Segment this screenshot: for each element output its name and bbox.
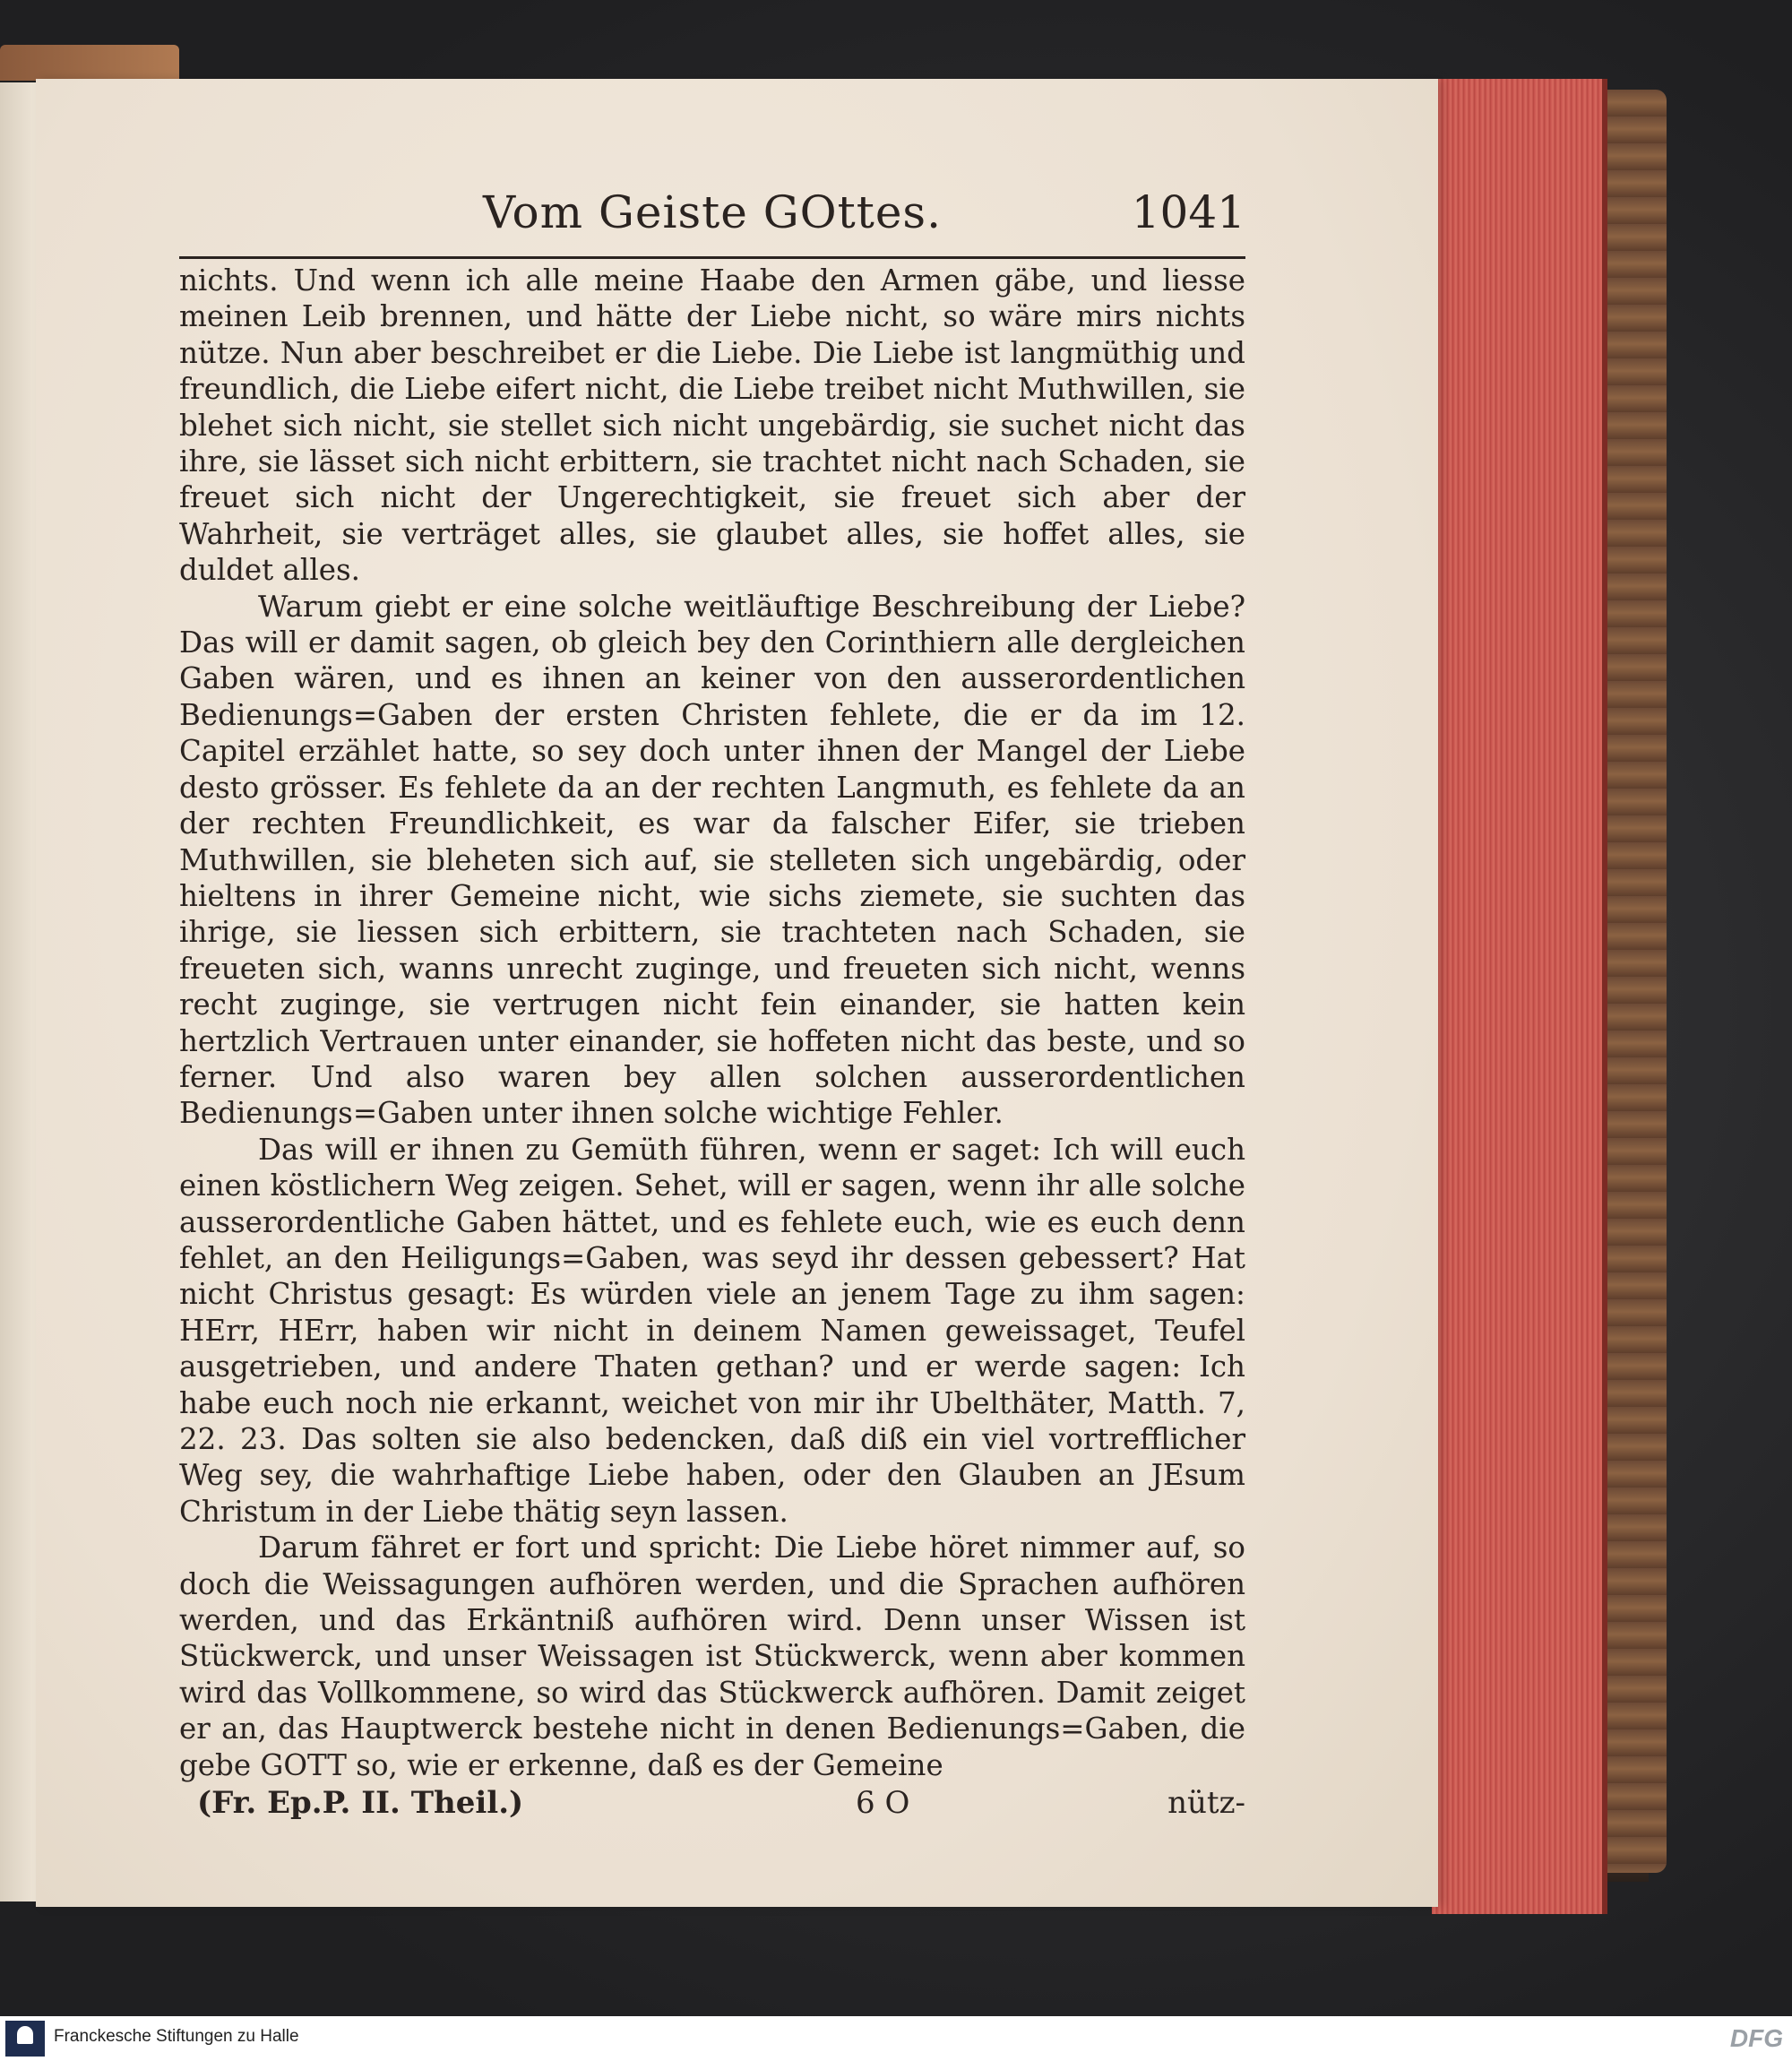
page-number: 1041 xyxy=(1131,186,1245,238)
paragraph-1: nichts. Und wenn ich alle meine Haabe den Armen gäbe, und liesse meinen Leib brennen, und hätte der Liebe nicht, so wäre mirs nichts nütze. Nun aber beschreibet er die Liebe. Die Liebe ist langmüthig und freundlich, die Liebe eifert nicht, die Liebe treibet nicht Muthwillen, sie blehet sich nicht, sie stellet sich nicht ungebärdig, sie suchet nicht das ihre, sie lässet sich nicht erbittern, sie trachtet nicht nach Schaden, sie freuet sich nicht der Ungerechtigkeit, sie freuet sich aber der Wahrheit, sie verträget alles, sie glaubet alles, sie hoffet alles, sie duldet alles. xyxy=(179,263,1245,588)
text-block xyxy=(179,186,1245,1828)
red-page-edges xyxy=(1432,79,1607,1914)
dfg-logo[interactable]: DFG xyxy=(1729,2024,1783,2052)
header-rule xyxy=(179,256,1245,259)
francke-foundation-logo-icon[interactable] xyxy=(5,2021,45,2057)
signature-mark: (Fr. Ep.P. II. Theil.) xyxy=(197,1785,524,1822)
institution-name[interactable]: Franckesche Stiftungen zu Halle xyxy=(54,2027,299,2046)
gathering-mark: 6 O xyxy=(856,1785,910,1822)
paragraph-4: Darum fähret er fort und spricht: Die Liebe höret nimmer auf, so doch die Weissagungen aufhören werden, und die Sprachen aufhören werden, und das Erkäntniß aufhören wird. Denn unser Wissen ist Stückwerck, und unser Weissagen ist Stückwerck, wenn aber kommen wird das Vollkommene, so wird das Stückwerck aufhören. Damit zeiget er an, das Hauptwerck bestehe nicht in denen Bedienungs=Gaben, die gebe GOTT so, wie er erkenne, daß es der Gemeine xyxy=(179,1531,1245,1782)
viewer-footer-bar xyxy=(0,2016,1792,2061)
catchword: nütz- xyxy=(1167,1785,1245,1822)
paragraph-3: Das will er ihnen zu Gemüth führen, wenn er saget: Ich will euch einen köstlichern Weg zeigen. Sehet, will er sagen, wenn ihr alle solche ausserordentliche Gaben hättet, und es fehlete euch, wie es euch denn fehlet, an den Heiligungs=Gaben, was seyd ihr dessen gebessert? Hat nicht Christus gesagt: Es würden viele an jenem Tage zu ihm sagen: HErr, HErr, haben wir nicht in deinem Namen geweissaget, Teufel ausgetrieben, und andere Thaten gethan? und er werde sagen: Ich habe euch noch nie erkannt, weichet von mir ihr Ubelthäter, Matth. 7, 22. 23. Das solten sie also bedencken, daß diß ein viel vortrefflicher Weg sey, die wahrhaftige Liebe haben, oder den Glauben an JEsum Christum in der Liebe thätig seyn lassen. xyxy=(179,1132,1245,1529)
paragraph-2: Warum giebt er eine solche weitläuftige Beschreibung der Liebe? Das will er damit sagen, ob gleich bey den Corinthiern alle dergleichen Gaben wären, und es ihnen an keiner von den ausserordentlichen Bedienungs=Gaben der ersten Christen fehlete, die er da im 12. Capitel erzählet hatte, so sey doch unter ihnen der Mangel der Liebe desto grösser. Es fehlete da an der rechten Langmuth, es fehlete da an der rechten Freundlichkeit, es war da falscher Eifer, sie trieben Muthwillen, sie bleheten sich auf, sie stelleten sich ungebärdig, oder hieltens in ihrer Gemeine nicht, wie sichs ziemete, sie suchten das ihrige, sie liessen sich erbittern, sie trachteten nach Schaden, sie freueten sich, wanns unrecht zuginge, und freueten sich nicht, wenns recht zuginge, sie vertrugen nicht fein einander, sie hatten kein hertzlich Vertrauen unter einander, sie hoffeten nicht das beste, und so ferner. Und also waren bey allen solchen ausserordentlichen Bedienungs=Gaben unter ihnen solche wichtige Fehler. xyxy=(179,589,1245,1131)
logo-mark xyxy=(17,2026,33,2044)
page-footer xyxy=(179,1785,1245,1828)
page-header xyxy=(179,186,1245,256)
book-cover-top xyxy=(0,45,179,81)
running-title: Vom Geiste GOttes. xyxy=(483,186,942,238)
book-page xyxy=(36,79,1438,1907)
left-page-edge xyxy=(0,82,39,1901)
